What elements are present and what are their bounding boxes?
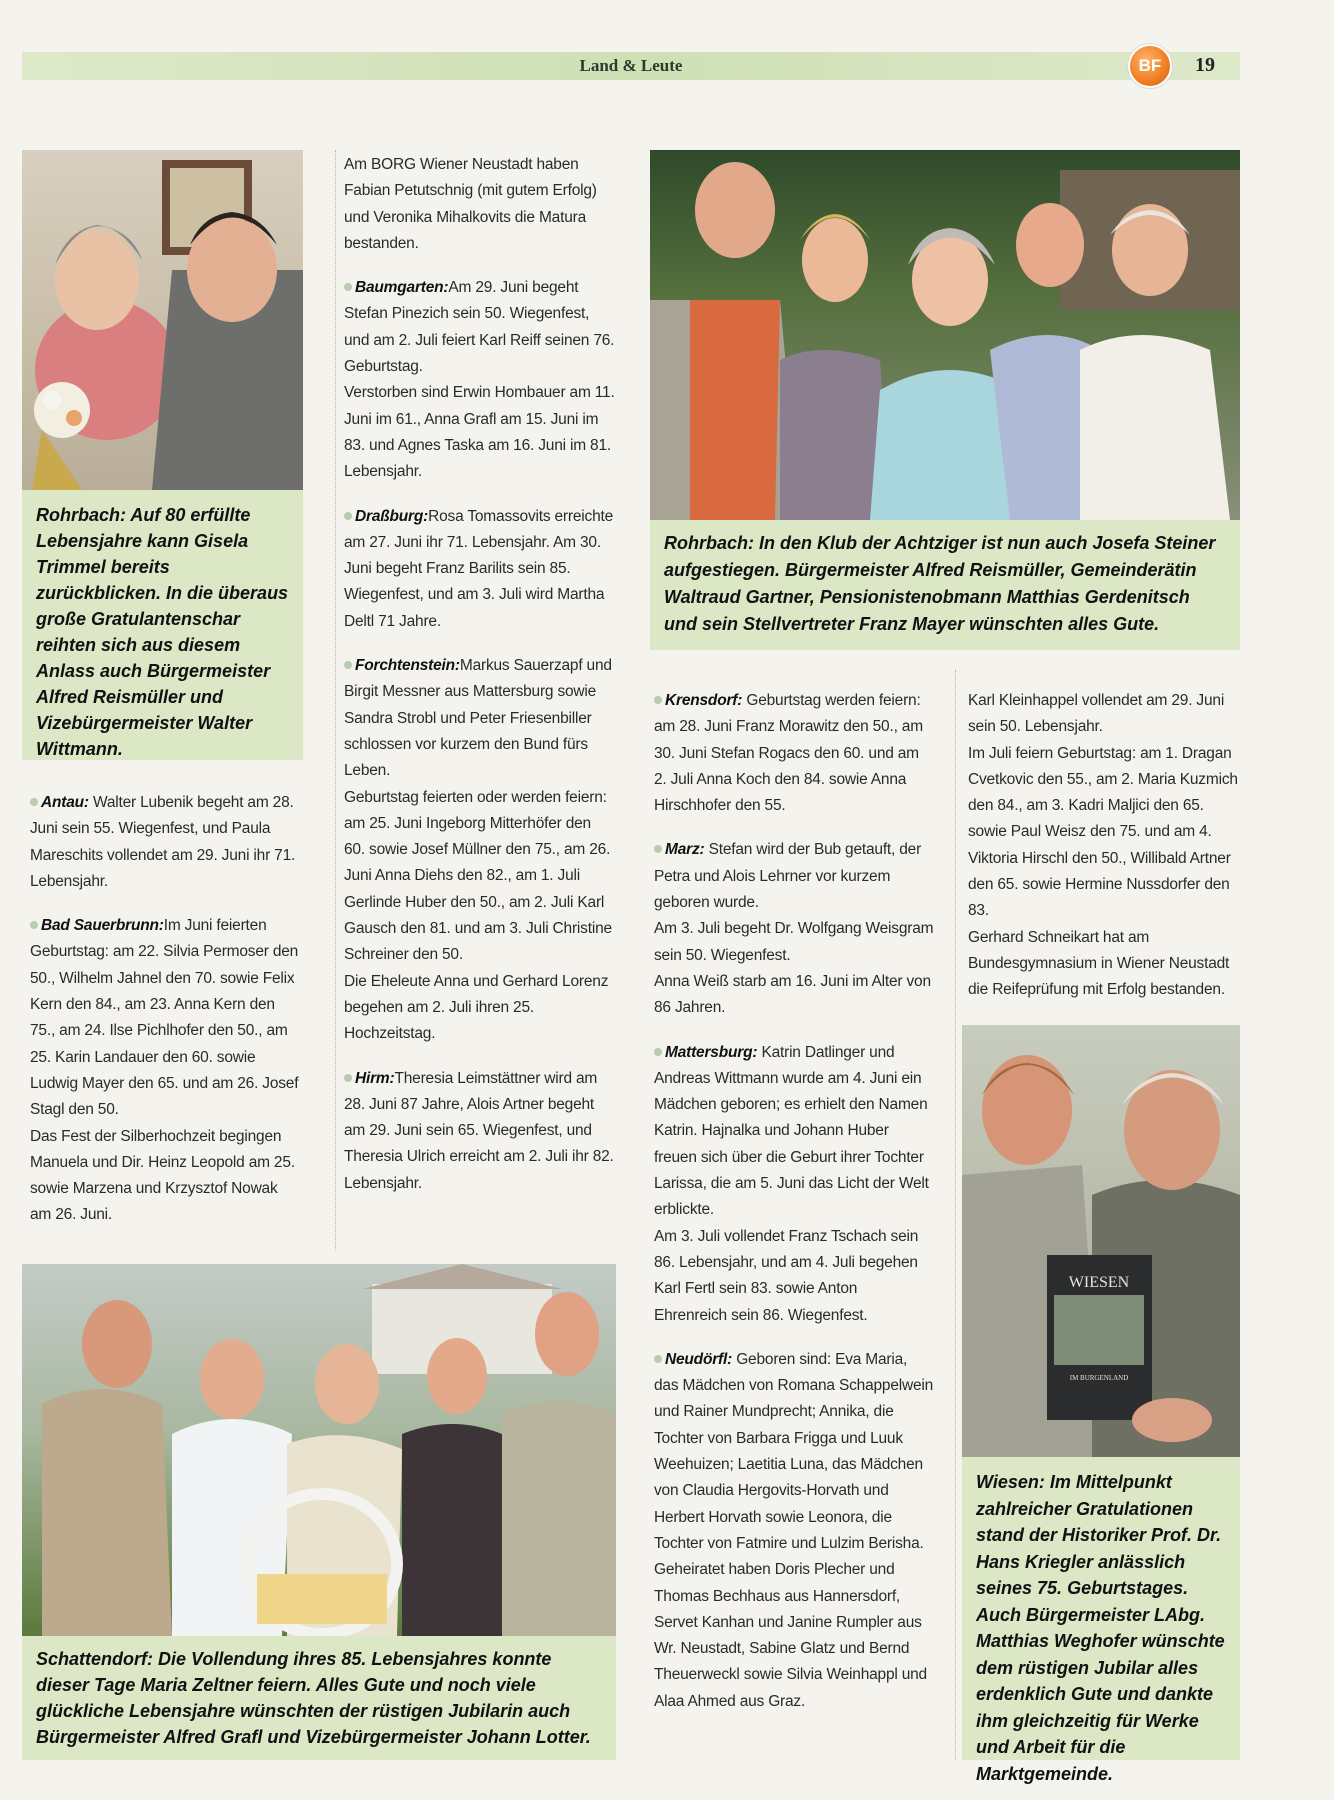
- section-title: Land & Leute: [579, 56, 683, 75]
- bullet-dot: [654, 845, 662, 853]
- bullet-dot: [344, 283, 352, 291]
- notice-baumgarten: Baumgarten:Am 29. Juni begeht Stefan Pinezich sein 50. Wiegenfest, und am 2. Juli feiert Karl Reiff seinen 76. Geburtstag. Verstorben sind Erwin Hombauer am 11. Juni im 61., Anna Grafl am 15. Juni im 83. und Agnes Taska am 16. Juni im 81. Lebensjahr.: [344, 279, 615, 481]
- caption-gisela: Rohrbach: Auf 80 erfüllte Lebensjahre kann Gisela Trimmel bereits zurückblicken. In die überaus große Gratulantenschar reihten sich aus diesem Anlass auch Bürgermeister Alfred Reismüller und Vizebürgermeister Walter Wittmann.: [22, 490, 303, 760]
- bullet-dot: [344, 1074, 352, 1082]
- caption-maria: Schattendorf: Die Vollendung ihres 85. Lebensjahres konnte dieser Tage Maria Zeltner feiern. Alles Gute und noch viele glückliche Lebensjahre wünschten der rüstigen Jubilarin auch Bürgermeister Alfred Grafl und Vizebürgermeister Johann Lotter.: [22, 1636, 616, 1760]
- notice-borg: Am BORG Wiener Neustadt haben Fabian Petutschnig (mit gutem Erfolg) und Veronika Mihalkovits die Matura bestanden.: [344, 156, 597, 252]
- notice-forchtenstein: Forchtenstein:Markus Sauerzapf und Birgit Messner aus Mattersburg sowie Sandra Strobl und Peter Friesenbiller schlossen vor kurzem den Bund fürs Leben. Geburtstag feierten oder werden feiern: am 25. Juni Ingeborg Mitterhöfer den 60. sowie Josef Müllner den 75., am 26. Juni Anna Diehs den 82., am 1. Juli Gerlinde Huber den 50., am 2. Juli Karl Gausch den 81. und am 3. Juli Christine Schreiner den 50. Die Eheleute Anna und Gerhard Lorenz begehen am 2. Juli ihren 25. Hochzeitstag.: [344, 657, 612, 1043]
- column-divider: [955, 670, 956, 1760]
- bullet-dot: [654, 1048, 662, 1056]
- bullet-dot: [30, 921, 38, 929]
- photo-josefa-steiner-group: [650, 150, 1240, 520]
- bf-logo: BF: [1128, 44, 1172, 88]
- photo-josefa-illustration: [650, 150, 1240, 520]
- notice-marz: Marz: Stefan wird der Bub getauft, der Petra und Alois Lehrner vor kurzem geboren wurde. Am 3. Juli begeht Dr. Wolfgang Weisgram sein 50. Wiegenfest. Anna Weiß starb am 16. Juni im Alter von 86 Jahren.: [654, 841, 934, 1017]
- bullet-dot: [654, 696, 662, 704]
- bullet-dot: [30, 798, 38, 806]
- notice-krensdorf: Krensdorf: Geburtstag werden feiern: am 28. Juni Franz Morawitz den 50., am 30. Juni Stefan Rogacs den 60. und am 2. Juli Anna Koch den 84. sowie Anna Hirschhofer den 55.: [654, 692, 923, 815]
- photo-hans-kriegler: [962, 1025, 1240, 1457]
- photo-gisela-illustration: [22, 150, 303, 490]
- bullet-dot: [344, 661, 352, 669]
- notice-hirm: Hirm:Theresia Leimstättner wird am 28. Juni 87 Jahre, Alois Artner begeht am 29. Juni sein 65. Wiegenfest, und Theresia Ulrich erreicht am 2. Juli ihr 82. Lebensjahr.: [344, 1069, 614, 1192]
- column-2: [344, 152, 616, 1215]
- column-1: [30, 790, 300, 1247]
- page-number: 19: [1195, 54, 1215, 76]
- column-3: [654, 688, 934, 1733]
- bullet-dot: [344, 512, 352, 520]
- photo-gisela-trimmel: [22, 150, 303, 490]
- notice-bad-sauerbrunn: Bad Sauerbrunn:Im Juni feierten Geburtstag: am 22. Silvia Permoser den 50., Wilhelm Jahnel den 70. sowie Felix Kern den 84., am 23. Anna Kern den 75., am 24. Ilse Pichlhofer den 50., am 25. Karin Landauer den 60. sowie Ludwig Mayer den 65. und am 26. Josef Stagl den 50. Das Fest der Silberhochzeit begingen Manuela und Dir. Heinz Leopold am 25. sowie Marzena und Krzysztof Nowak am 26. Juni.: [30, 917, 299, 1224]
- caption-josefa: Rohrbach: In den Klub der Achtziger ist nun auch Josefa Steiner aufgestiegen. Bürgermeister Alfred Reismüller, Gemeinderätin Waltraud Gartner, Pensionistenobmann Matthias Gerdenitsch und sein Stellvertreter Franz Mayer wünschten alles Gute.: [650, 520, 1240, 650]
- bullet-dot: [654, 1355, 662, 1363]
- photo-wiesen-illustration: [962, 1025, 1240, 1457]
- notice-drassburg: Draßburg:Rosa Tomassovits erreichte am 27. Juni ihr 71. Lebensjahr. Am 30. Juni begeht Franz Barilits sein 85. Wiegenfest, und am 3. Juli wird Martha Deltl 71 Jahre.: [344, 507, 614, 630]
- notice-mattersburg: Mattersburg: Katrin Datlinger und Andreas Wittmann wurde am 4. Juni ein Mädchen geboren; es erhielt den Namen Katrin. Hajnalka und Johann Huber freuen sich über die Geburt ihrer Tochter Larissa, die am 5. Juni das Licht der Welt erblickte. Am 3. Juli vollendet Franz Tschach sein 86. Lebensjahr, und am 4. Juli begehen Karl Fertl sein 83. sowie Anton Ehrenreich sein 86. Wiegenfest.: [654, 1043, 929, 1324]
- photo-maria-zeltner-group: [22, 1264, 616, 1636]
- notice-neudoerfl: Neudörfl: Geboren sind: Eva Maria, das Mädchen von Romana Schappelwein und Rainer Mundprecht; Annika, die Tochter von Barbara Frigga und Luuk Weehuizen; Laetitia Luna, das Mädchen von Claudia Hergovits-Horvath und Herbert Horvath sowie Leonora, die Tochter von Fatmire und Lulzim Berisha. Geheiratet haben Doris Plecher und Thomas Bechhaus aus Hannersdorf, Servet Kanhan und Janine Rumpler aus Wr. Neustadt, Sabine Glatz und Bernd Theuerweckl sowie Silvia Weinhappl und Alaa Ahmed aus Graz.: [654, 1350, 934, 1710]
- notice-antau: Antau: Walter Lubenik begeht am 28. Juni sein 55. Wiegenfest, und Paula Mareschits vollendet am 29. Juni ihr 71. Lebensjahr.: [30, 794, 296, 890]
- column-4: [968, 688, 1240, 1022]
- book-subtitle: IM BURGENLAND: [1069, 1374, 1129, 1382]
- photo-schattendorf-illustration: [22, 1264, 616, 1636]
- section-header-bar: [22, 52, 1240, 80]
- notice-karl-kleinhappel: Karl Kleinhappel vollendet am 29. Juni sein 50. Lebensjahr. Im Juli feiern Geburtstag: am 1. Dragan Cvetkovic den 55., am 2. Maria Kuzmich den 84., am 3. Kadri Maljici den 65. sowie Paul Weisz den 75. und am 4. Viktoria Hirschl den 50., Willibald Artner den 65. sowie Hermine Nussdorfer den 83. Gerhard Schneikart hat am Bundesgymnasium in Wiener Neustadt die Reifeprüfung mit Erfolg bestanden.: [968, 692, 1238, 999]
- column-divider: [335, 150, 336, 1250]
- caption-wiesen: Wiesen: Im Mittelpunkt zahlreicher Gratulationen stand der Historiker Prof. Dr. Hans Kriegler anlässlich seines 75. Geburtstages. Auch Bürgermeister LAbg. Matthias Weghofer wünschte dem rüstigen Jubilar alles erdenklich Gute und dankte ihm gleichzeitig für Werke und Arbeit für die Marktgemeinde.: [962, 1457, 1240, 1760]
- book-title: WIESEN: [1068, 1274, 1130, 1291]
